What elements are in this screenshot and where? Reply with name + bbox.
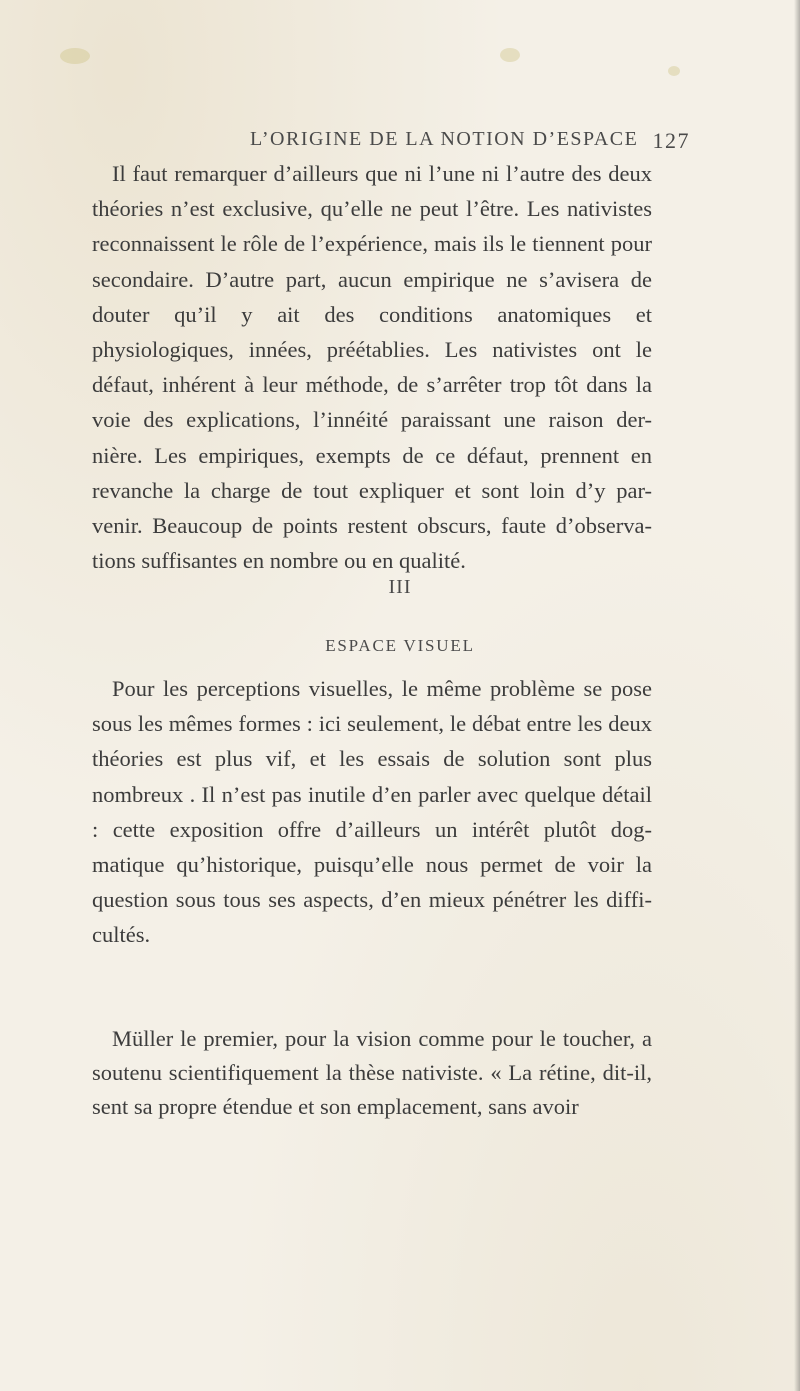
paragraph-text: Müller le premier, pour la vision comme pour le toucher, a soutenu scientifiquement la thèse nativiste. « La rétine, dit-il, sent sa propre étendue et son emplacement, sans avoir [92, 1026, 652, 1119]
paper-stain [60, 48, 90, 64]
paragraph-2 [92, 671, 652, 953]
paper-stain [500, 48, 520, 62]
paragraph-text: Pour les perceptions visuelles, le même problème se pose sous les mêmes formes : ici seulement, le débat entre les deux théories est plus vif, et les essais de solution sont plus nombreux . Il n’est pas inutile d’en parler avec quelque détail : cette exposition offre d’ailleurs un intérêt plutôt dog- matique qu’historique, puisqu’elle nous permet de voir la question sous tous ses aspects, d’en mieux pénétrer les diffi- cultés. [92, 676, 652, 948]
paragraph-1 [92, 156, 652, 578]
section-title: ESPACE VISUEL [325, 636, 475, 655]
page-number: 127 [652, 128, 690, 153]
page-edge-shadow [794, 0, 800, 1391]
paragraph-3 [92, 1022, 652, 1124]
section-number: III [388, 576, 412, 598]
paragraph-text: Il faut remarquer d’ailleurs que ni l’une ni l’autre des deux théories n’est exclusive, qu’elle ne peut l’être. Les nativistes reconnaissent le rôle de l’expérience, mais ils le tiennent pour secondaire. D’autre part, aucun empirique ne s’avisera de douter qu’il y ait des conditions anatomiques et physiologiques, innées, préétablies. Les nativistes ont le défaut, inhérent à leur méthode, de s’arrêter trop tôt dans la voie des explications, l’innéité paraissant une raison der- nière. Les empiriques, exempts de ce défaut, prennent en revanche la charge de tout expliquer et sont loin d’y par- venir. Beaucoup de points restent obscurs, faute d’observa- tions suffisantes en nombre ou en qualité. [92, 161, 652, 574]
running-title: L’ORIGINE DE LA NOTION D’ESPACE [250, 128, 639, 150]
paper-stain [668, 66, 680, 76]
